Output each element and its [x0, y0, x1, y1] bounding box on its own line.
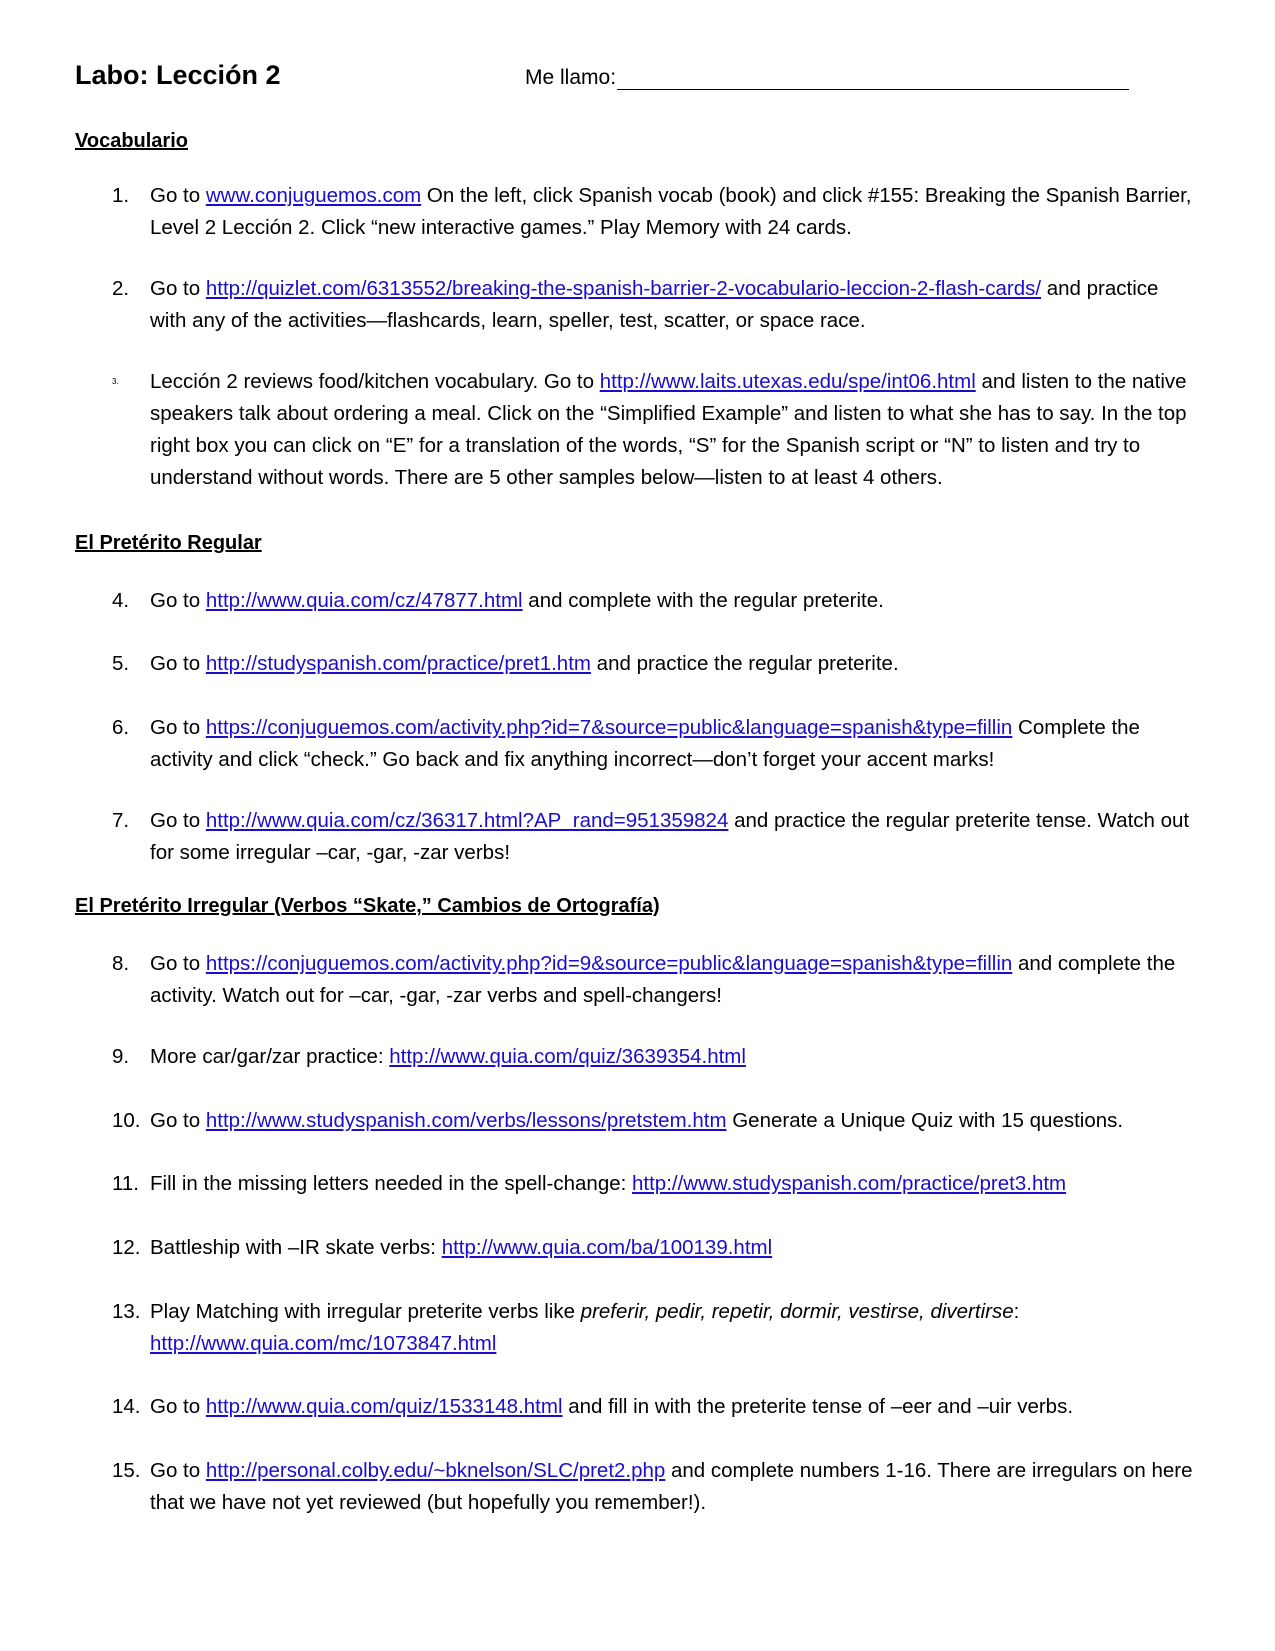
list-item	[112, 1041, 1197, 1073]
item-link[interactable]: https://conjuguemos.com/activity.php?id=7&source=public&language=spanish&type=fillin	[205, 716, 1013, 739]
item-text: Go to	[150, 277, 206, 300]
list-item	[112, 1296, 1197, 1360]
item-text: and fill in with the preterite tense of –eer and –uir verbs.	[562, 1395, 1074, 1418]
item-link[interactable]: http://www.studyspanish.com/practice/pret3.htm	[632, 1172, 1067, 1195]
item-text: Go to	[150, 1395, 206, 1418]
item-link[interactable]: www.conjuguemos.com	[205, 184, 422, 207]
list-item	[112, 948, 1197, 1012]
item-number: 2.	[112, 277, 130, 300]
item-number: 5.	[112, 652, 130, 675]
item-number: 8.	[112, 952, 130, 975]
item-text: and complete numbers 1-16. There are irregulars on here that we have not yet reviewed (but hopefully you remember!).	[150, 1459, 1193, 1514]
list-item	[112, 1455, 1197, 1519]
section-heading-vocabulario: Vocabulario	[75, 130, 188, 152]
item-number: 15.	[112, 1459, 141, 1482]
item-number: 12.	[112, 1236, 141, 1259]
item-number: 14.	[112, 1395, 141, 1418]
item-text: On the left, click Spanish vocab (book) and click #155: Breaking the Spanish Barrier, Level 2 Lección 2. Click “new interactive games.” Play Memory with 24 cards.	[150, 184, 1192, 239]
item-text: :	[1013, 1300, 1020, 1323]
page-title: Labo: Lección 2	[75, 60, 281, 90]
item-text: and practice with any of the activities—flashcards, learn, speller, test, scatter, or space race.	[150, 277, 1159, 332]
list-item	[112, 180, 1197, 244]
list-item	[112, 585, 1197, 617]
item-text: and practice the regular preterite.	[590, 652, 899, 675]
list-item	[112, 1105, 1197, 1137]
section-heading-preterito-irregular: El Pretérito Irregular (Verbos “Skate,” Cambios de Ortografía)	[75, 895, 660, 917]
item-number: 10.	[112, 1109, 141, 1132]
name-label: Me llamo:	[525, 66, 617, 89]
section-heading-preterito-regular: El Pretérito Regular	[75, 532, 262, 554]
item-link[interactable]: http://www.quia.com/cz/47877.html	[205, 589, 523, 612]
item-number: 1.	[112, 184, 130, 207]
item-text: Complete the activity and click “check.” Go back and fix anything incorrect—don’t forget your accent marks!	[150, 716, 1140, 771]
item-text: Go to	[150, 809, 206, 832]
item-link[interactable]: http://personal.colby.edu/~bknelson/SLC/pret2.php	[205, 1459, 666, 1482]
item-text: Fill in the missing letters needed in the spell-change:	[150, 1172, 633, 1195]
item-link[interactable]: http://www.studyspanish.com/verbs/lessons/pretstem.htm	[205, 1109, 727, 1132]
name-field	[525, 66, 1129, 90]
item-text: Lección 2 reviews food/kitchen vocabulary. Go to	[150, 370, 600, 393]
item-number: 6.	[112, 716, 130, 739]
item-italic-text: preferir, pedir, repetir, dormir, vestirse, divertirse	[580, 1300, 1014, 1323]
item-link[interactable]: http://quizlet.com/6313552/breaking-the-spanish-barrier-2-vocabulario-leccion-2-flash-cards/	[205, 277, 1042, 300]
item-text: More car/gar/zar practice:	[150, 1045, 390, 1068]
item-text: Go to	[150, 184, 206, 207]
item-text: Go to	[150, 716, 206, 739]
item-link[interactable]: http://www.laits.utexas.edu/spe/int06.html	[599, 370, 976, 393]
item-number: 7.	[112, 809, 130, 832]
item-text: Go to	[150, 952, 206, 975]
item-text: Go to	[150, 1109, 206, 1132]
list-item	[112, 1232, 1197, 1264]
list-item	[112, 805, 1197, 869]
item-text: and complete the activity. Watch out for –car, -gar, -zar verbs and spell-changers!	[150, 952, 1176, 1007]
item-link[interactable]: http://www.quia.com/ba/100139.html	[441, 1236, 773, 1259]
item-text: Go to	[150, 589, 206, 612]
item-text: Play Matching with irregular preterite verbs like	[150, 1300, 581, 1323]
item-link[interactable]: http://studyspanish.com/practice/pret1.htm	[205, 652, 591, 675]
item-number: 11.	[112, 1172, 139, 1195]
item-number: 13.	[112, 1300, 141, 1323]
item-link[interactable]: http://www.quia.com/quiz/1533148.html	[205, 1395, 563, 1418]
item-link[interactable]: https://conjuguemos.com/activity.php?id=9&source=public&language=spanish&type=fillin	[205, 952, 1013, 975]
item-text: and complete with the regular preterite.	[522, 589, 884, 612]
list-item	[112, 1168, 1197, 1200]
item-text: Go to	[150, 652, 206, 675]
item-text: Go to	[150, 1459, 206, 1482]
item-text: and practice the regular preterite tense. Watch out for some irregular –car, -gar, -zar verbs!	[150, 809, 1190, 864]
name-blank-line	[617, 67, 1129, 90]
item-text: Generate a Unique Quiz with 15 questions.	[726, 1109, 1124, 1132]
item-number: 4.	[112, 589, 130, 612]
item-link[interactable]: http://www.quia.com/mc/1073847.html	[150, 1332, 497, 1355]
item-link[interactable]: http://www.quia.com/quiz/3639354.html	[389, 1045, 746, 1068]
item-text: Battleship with –IR skate verbs:	[150, 1236, 442, 1259]
item-number: 9.	[112, 1045, 130, 1068]
list-item	[112, 273, 1197, 337]
item-link[interactable]: http://www.quia.com/cz/36317.html?AP_rand=951359824	[205, 809, 729, 832]
list-item	[112, 366, 1197, 494]
list-item	[112, 712, 1197, 776]
list-item	[112, 648, 1197, 680]
item-text: and listen to the native speakers talk about ordering a meal. Click on the “Simplified Example” and listen to what she has to say. In the top right box you can click on “E” for a translation of the words, “S” for the Spanish script or “N” to listen and try to understand without words. There are 5 other samples below—listen to at least 4 others.	[150, 370, 1187, 489]
list-item	[112, 1391, 1197, 1423]
item-number: 3.	[112, 377, 119, 386]
